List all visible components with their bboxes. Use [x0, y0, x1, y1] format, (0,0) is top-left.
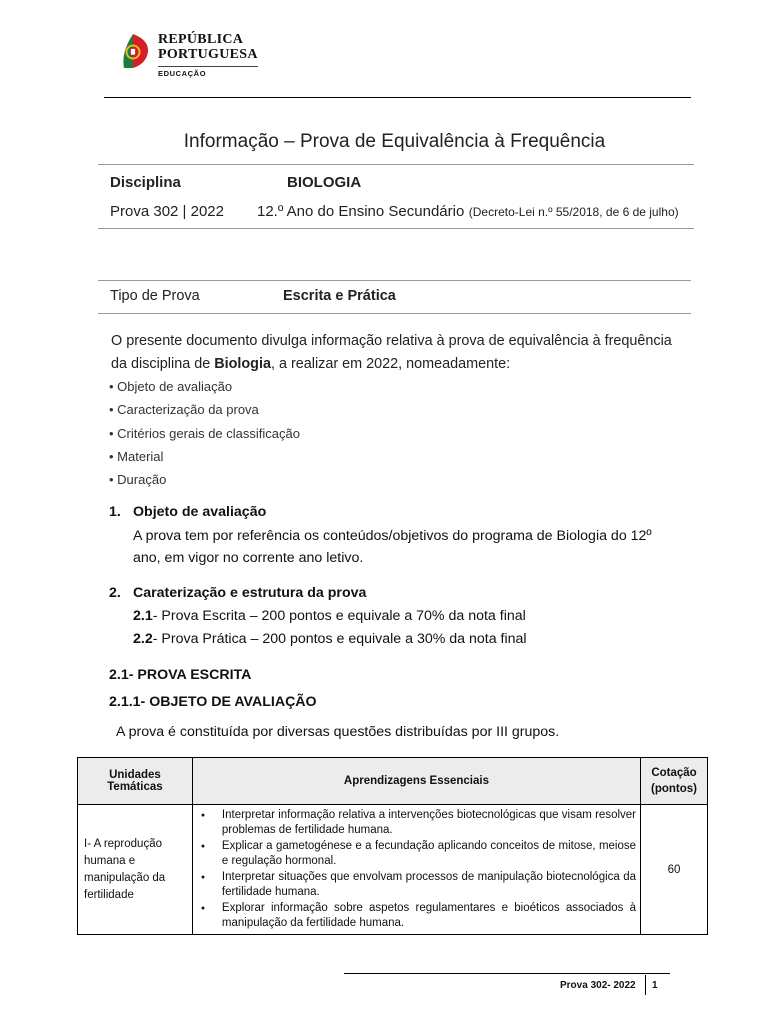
logo-text [158, 33, 258, 78]
ano-info [257, 203, 679, 221]
intro-text-before: O presente documento divulga informação relativa à prova de equivalência à frequência da disciplina de [111, 333, 672, 372]
list-item: ● Explorar informação sobre aspetos regulamentares e bioéticos associados à manipulação da fertilidade humana. [199, 901, 636, 932]
intro-bullet-list [109, 375, 300, 491]
section-2-number: 2. [109, 585, 121, 601]
republica-portuguesa-emblem [120, 32, 150, 70]
item-number: 2.1 [133, 608, 153, 624]
list-item: • Objeto de avaliação [109, 379, 233, 394]
aprendizagens-cell [192, 805, 640, 935]
tipo-top-rule [98, 280, 691, 281]
page-number: 1 [652, 980, 658, 991]
item-text: - Prova Prática – 200 pontos e equivale a 30% da nota final [152, 631, 527, 647]
section-2-1-body: A prova é constituída por diversas questões distribuídas por III grupos. [116, 724, 560, 740]
ano-text: 12.º Ano do Ensino Secundário [257, 203, 465, 220]
intro-paragraph [111, 330, 691, 376]
content-table [77, 757, 708, 935]
aprendizagens-list [193, 806, 640, 934]
logo-divider [158, 66, 258, 67]
header-unidades: Unidades Temáticas [78, 758, 193, 805]
section-1-heading: Objeto de avaliação [133, 504, 267, 520]
footer-rule [344, 973, 670, 974]
list-item: ● Interpretar situações que envolvam processos de manipulação biotecnológica da fertilidade humana. [199, 870, 636, 901]
section-2-item-2 [133, 628, 527, 650]
intro-text-after: , a realizar em 2022, nomeadamente: [270, 356, 511, 372]
header-cotacao: Cotação (pontos) [641, 758, 708, 805]
footer-label: Prova 302- 2022 [560, 980, 636, 991]
logo-line-3: EDUCAÇÃO [158, 69, 207, 78]
decreto-text: (Decreto-Lei n.º 55/2018, de 6 de julho) [468, 205, 679, 219]
list-item: ● Explicar a gametogénese e a fecundação aplicando conceitos de mitose, meiose e regulação hormonal. [199, 839, 636, 870]
unit-cell: I- A reprodução humana e manipulação da fertilidade [78, 805, 193, 935]
section-1-body: A prova tem por referência os conteúdos/objetivos do programa de Biologia do 12º ano, em vigor no corrente ano letivo. [133, 528, 652, 566]
table-row [78, 805, 708, 935]
header-aprendizagens: Aprendizagens Essenciais [192, 758, 640, 805]
section-2-1-1-heading: 2.1.1- OBJETO DE AVALIAÇÃO [109, 694, 317, 710]
list-item: • Critérios gerais de classificação [109, 425, 300, 441]
page-title: Informação – Prova de Equivalência à Frequência [183, 131, 606, 152]
item-number: 2.2 [133, 631, 153, 647]
section-2-heading: Caraterização e estrutura da prova [133, 585, 367, 601]
info-rule [98, 228, 694, 229]
title-rule [98, 164, 694, 165]
prova-number: Prova 302 | 2022 [110, 203, 224, 220]
table-header-row [78, 758, 708, 805]
header-rule [104, 97, 691, 98]
item-text: - Prova Escrita – 200 pontos e equivale a 70% da nota final [152, 608, 526, 624]
disciplina-value: BIOLOGIA [287, 174, 362, 191]
cotacao-cell: 60 [641, 805, 708, 935]
list-item: • Caracterização da prova [109, 402, 259, 418]
list-item: ● Interpretar informação relativa a intervenções biotecnológicas que visam resolver problemas de fertilidade humana. [199, 808, 636, 839]
list-item: • Material [109, 448, 164, 464]
intro-bold-word: Biologia [214, 356, 271, 372]
footer-divider [645, 975, 646, 995]
tipo-label: Tipo de Prova [110, 288, 200, 304]
tipo-value: Escrita e Prática [283, 288, 396, 304]
disciplina-label: Disciplina [110, 174, 181, 191]
logo-line-2: PORTUGUESA [158, 47, 258, 62]
list-item: • Duração [109, 472, 167, 488]
section-2-1-heading: 2.1- PROVA ESCRITA [109, 667, 252, 683]
section-1-number: 1. [109, 504, 121, 520]
logo-line-1: REPÚBLICA [158, 32, 244, 47]
tipo-bottom-rule [98, 313, 691, 314]
section-2-item-1 [133, 605, 526, 627]
